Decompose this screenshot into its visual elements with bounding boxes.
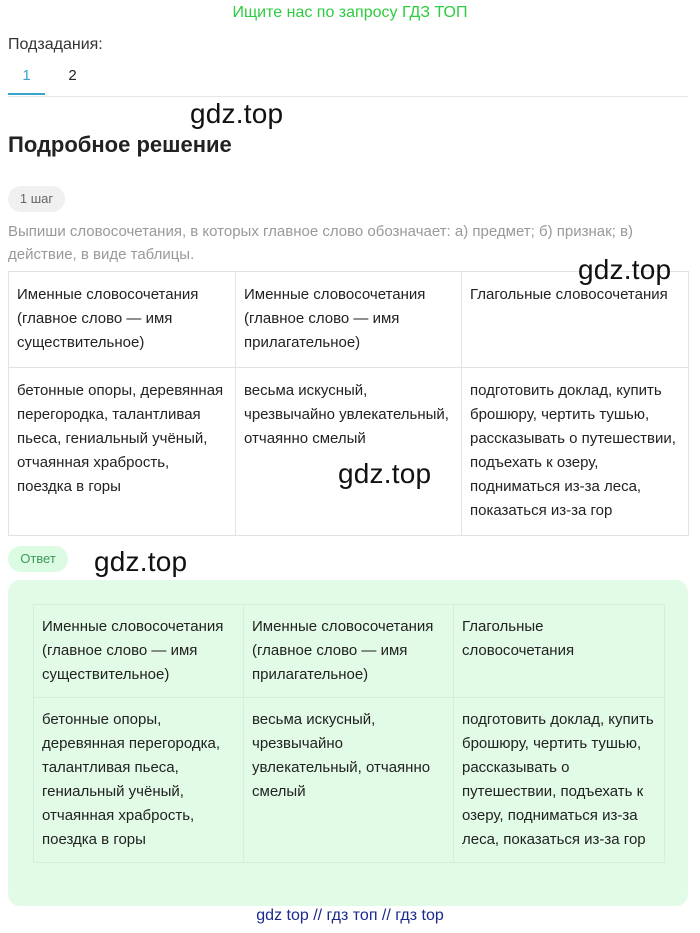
table-cell: бетонные опоры, деревянная перегородка, талантливая пьеса, гениальный учёный, отчаянная храбрость, поездка в горы (34, 698, 244, 863)
footer-links[interactable]: gdz top // гдз топ // гдз top (256, 907, 444, 924)
subtasks-label: Подзадания: (8, 36, 103, 53)
table-cell: весьма искусный, чрезвычайно увлекательный, отчаянно смелый (244, 698, 454, 863)
table-row (34, 698, 665, 863)
task-text: Выпиши словосочетания, в которых главное слово обозначает: а) предмет; б) признак; в) действие, в виде таблицы. (8, 223, 633, 263)
table-header-cell: Именные словосочетания (главное слово — имя прилагательное) (244, 605, 454, 698)
table-cell: бетонные опоры, деревянная перегородка, талантливая пьеса, гениальный учёный, отчаянная храбрость, поездка в горы (9, 368, 236, 536)
table-header-cell: Именные словосочетания (главное слово — имя прилагательное) (236, 272, 462, 368)
step-badge: 1 шаг (8, 186, 65, 212)
table-header-cell: Глагольные словосочетания (454, 605, 665, 698)
watermark: gdz.top (190, 98, 284, 129)
tab-subtask-1[interactable]: 1 (8, 66, 45, 95)
watermark: gdz.top (578, 254, 672, 285)
table-row (9, 368, 689, 536)
table-cell: подготовить доклад, купить брошюру, чертить тушью, рассказывать о путешествии, подъехать к озеру, подниматься из-за леса, показаться из-за гор (462, 368, 689, 536)
answer-badge: Ответ (8, 546, 68, 572)
table-header-cell: Именные словосочетания (главное слово — имя существительное) (34, 605, 244, 698)
answer-table (33, 604, 665, 863)
tab-subtask-2[interactable]: 2 (68, 67, 77, 84)
promo-banner[interactable]: Ищите нас по запросу ГДЗ ТОП (232, 4, 468, 21)
watermark: gdz.top (94, 546, 188, 577)
table-header-cell: Именные словосочетания (главное слово — имя существительное) (9, 272, 236, 368)
table-cell: весьма искусный, чрезвычайно увлекательный, отчаянно смелый (236, 368, 462, 536)
table-cell: подготовить доклад, купить брошюру, чертить тушью, рассказывать о путешествии, подъехать к озеру, подниматься из-за леса, показаться из-за гор (454, 698, 665, 863)
watermark: gdz.top (338, 458, 432, 489)
subtask-tabs (8, 66, 688, 97)
table-header-row (34, 605, 665, 698)
solution-heading: Подробное решение (8, 132, 232, 157)
solution-table (8, 271, 689, 536)
table-header-cell: Глагольные словосочетания (462, 272, 689, 368)
